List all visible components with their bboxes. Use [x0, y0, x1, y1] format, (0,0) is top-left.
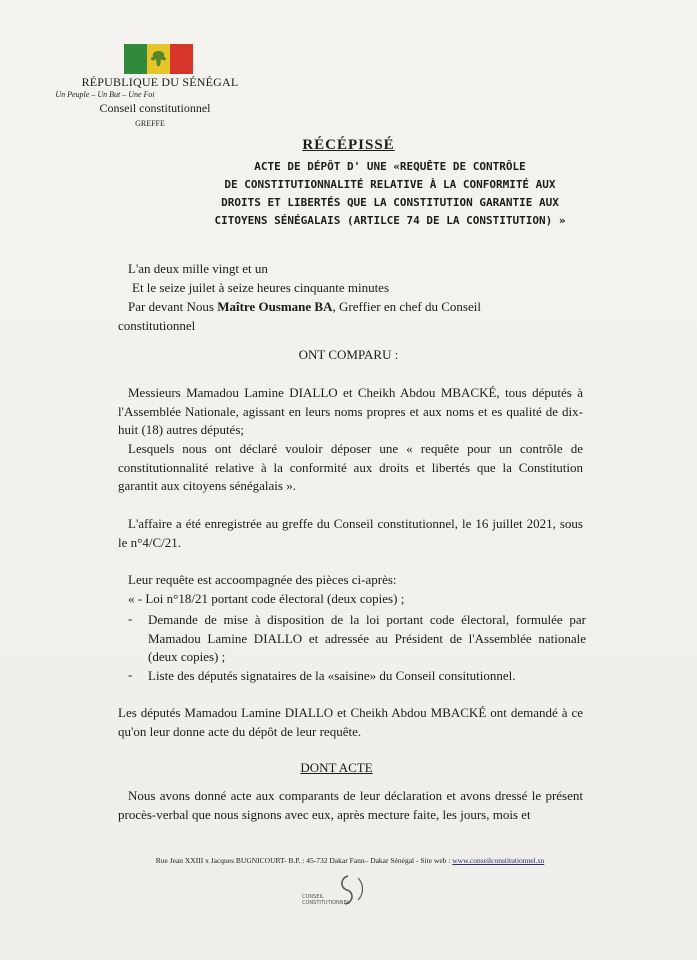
footer-address-text: Rue Jean XXIII x Jacques BUGNICOURT- B.P. : 45-732 Dakar Fann– Dakar Sénégal - Site web : — [155, 856, 453, 865]
document-subtitle — [170, 158, 610, 230]
piece-item: Liste des députés signataires de la «saisine» du Conseil consitutionnel. — [148, 668, 516, 683]
piece-item: « - Loi n°18/21 portant code électoral (deux copies) ; — [128, 591, 405, 606]
paragraph-request: Lesquels nous ont déclaré vouloir déposer une « requête pour un contrôle de constitutionnalité relative à la conformité aux droits et libertés que la Constitution garantit aux citoyens sénégalais ». — [118, 441, 583, 493]
republic-heading: RÉPUBLIQUE DU SÉNÉGAL — [81, 75, 239, 89]
subtitle-line: DROITS ET LIBERTÉS QUE LA CONSTITUTION GARANTIE AUX — [221, 196, 559, 209]
intro-line-date: Et le seize juilet à seize heures cinquante minutes — [132, 280, 390, 295]
dont-acte-heading: DONT ACTE — [300, 760, 373, 775]
ont-comparu-heading: ONT COMPARU : — [298, 347, 399, 362]
subtitle-line: ACTE DE DÉPÔT D' UNE «REQUÊTE DE CONTRÔLE — [254, 160, 526, 173]
intro-suffix: , Greffier en chef du Conseil — [332, 299, 481, 314]
intro-prefix: Par devant Nous — [128, 299, 218, 314]
svg-text:CONSEIL: CONSEIL — [302, 894, 324, 900]
paragraph-demand: Les députés Mamadou Lamine DIALLO et Cheikh Abdou MBACKÉ ont demandé à ce qu'on leur donne acte du dépôt de leur requête. — [118, 705, 583, 739]
office-name: GREFFE — [135, 119, 165, 128]
institution-name: Conseil constitutionnel — [99, 101, 211, 115]
paragraph-deputies: Messieurs Mamadou Lamine DIALLO et Cheikh Abdou MBACKÉ, tous députés à l'Assemblée Nationale, agissant en leurs noms propres et aux noms et es qualité de dix-huit (18) autres députés; — [118, 385, 583, 437]
footer-address — [90, 856, 610, 865]
paragraph-closing: Nous avons donné acte aux comparants de leur déclaration et avons dressé le présent procès-verbal que nous signons avec eux, après mecture faite, les jours, mois et — [118, 788, 583, 822]
subtitle-line: DE CONSTITUTIONNALITÉ RELATIVE À LA CONFORMITÉ AUX — [224, 178, 556, 191]
national-motto: Un Peuple – Un But – Une Foi — [55, 90, 155, 99]
svg-text:CONSTITUTIONNEL: CONSTITUTIONNEL — [302, 900, 350, 906]
intro-line-before — [128, 299, 586, 315]
pieces-intro: Leur requête est accoompagnée des pièces ci-après: — [128, 572, 397, 587]
piece-item: Demande de mise à disposition de la loi portant code électoral, formulée par Mamadou Lamine DIALLO et adressée au Président de l'Assemblée nationale (deux copies) ; — [148, 612, 586, 664]
clerk-name: Maître Ousmane BA — [217, 299, 333, 314]
document-title: RÉCÉPISSÉ — [302, 137, 395, 153]
bullet-mark: - — [128, 667, 133, 682]
intro-line-year: L'an deux mille vingt et un — [128, 261, 268, 276]
intro-line-end: constitutionnel — [118, 318, 196, 333]
baobab-emblem-icon — [147, 49, 170, 69]
website-link[interactable]: www.conseilconstitutionnel.sn — [452, 856, 545, 865]
paragraph-registration: L'affaire a été enregistrée au greffe du Conseil constitutionnel, le 16 juillet 2021, sous le n°4/C/21. — [118, 516, 583, 550]
senegal-flag-icon — [124, 44, 193, 74]
subtitle-line: CITOYENS SÉNÉGALAIS (ARTILCE 74 DE LA CONSTITUTION) » — [214, 214, 566, 227]
council-stamp-logo — [300, 870, 390, 910]
bullet-mark: - — [128, 611, 133, 626]
